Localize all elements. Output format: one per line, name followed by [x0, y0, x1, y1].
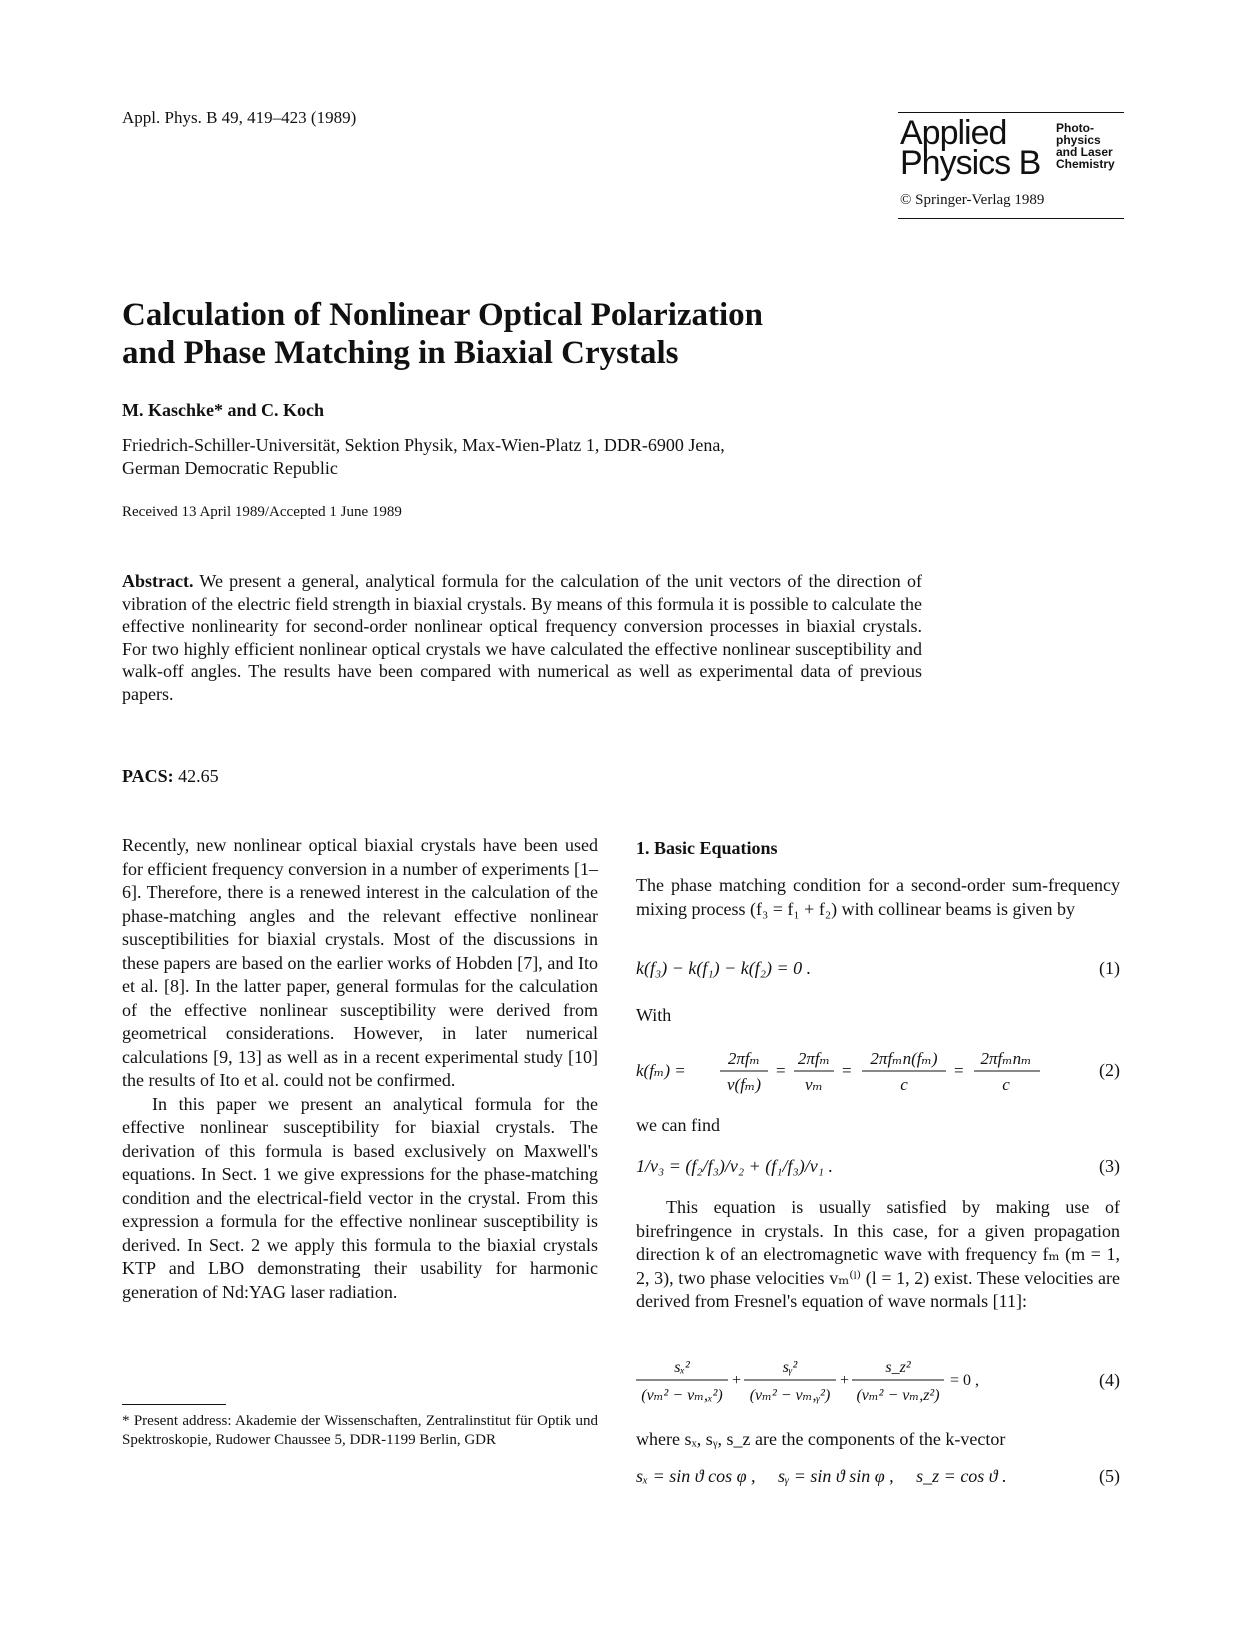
- eq4-tail: = 0 ,: [950, 1372, 980, 1389]
- eq2-frac4-num: 2πfₘnₘ: [980, 1049, 1032, 1068]
- intro-paragraph-1: Recently, new nonlinear optical biaxial crystals have been used for efficient frequency conversion in a number of experiments [1–6]. Therefore, there is a renewed interest in the calculation of the phase-matching angles and the relevant effective nonlinear susceptibilities for biaxial crystals. Most of the discussions in these papers are based on the earlier works of Hobden [7], and Ito et al. [8]. In the latter paper, general formulas for the calculation of the effective nonlinear susceptibility were derived from geometrical considerations. However, in later numerical calculations [9, 13] as well as in a recent experimental study [10] the results of Ito et al. could not be confirmed.: [122, 835, 598, 1090]
- journal-logo-block: [898, 112, 1124, 208]
- logo-top-rule: [898, 112, 1124, 113]
- section-heading: 1. Basic Equations: [636, 838, 778, 858]
- journal-subtitle: [1056, 122, 1115, 170]
- journal-citation: Appl. Phys. B 49, 419–423 (1989): [122, 108, 357, 127]
- eq4-frac1-den: (vₘ² − vₘ,ₓ²): [641, 1387, 723, 1404]
- eq2-frac2-num: 2πfₘ: [797, 1049, 831, 1068]
- title-line: Calculation of Nonlinear Optical Polarization: [122, 297, 764, 333]
- equation-1: [636, 958, 1120, 979]
- equation-5-number: (5): [1099, 1466, 1120, 1486]
- footnote-rule: [122, 1404, 226, 1405]
- affiliation-line: Friedrich-Schiller-Universität, Sektion Physik, Max-Wien-Platz 1, DDR-6900 Jena,: [122, 435, 725, 455]
- authors: M. Kaschke* and C. Koch: [122, 400, 325, 420]
- equation-4-number: (4): [1099, 1370, 1120, 1390]
- eq4-frac2-num: sᵧ²: [782, 1359, 798, 1376]
- pacs-label: PACS:: [122, 766, 174, 786]
- journal-subtitle-line: Photo-: [1056, 121, 1094, 135]
- journal-logo: [900, 114, 1041, 182]
- journal-logo-line1: Applied: [900, 114, 1007, 152]
- with-text: With: [636, 1005, 672, 1025]
- equation-1-number: (1): [1099, 958, 1120, 978]
- equation-3: [636, 1156, 1120, 1177]
- eq4-frac1-num: sₓ²: [674, 1359, 690, 1376]
- journal-subtitle-line: physics: [1056, 133, 1101, 147]
- journal-subtitle-line: and Laser: [1056, 145, 1113, 159]
- abstract: [122, 570, 922, 705]
- logo-bottom-rule: [898, 218, 1124, 219]
- eq2-equals: =: [776, 1061, 786, 1080]
- received-dates: Received 13 April 1989/Accepted 1 June 1989: [122, 504, 402, 520]
- eq2-frac3-num: 2πfₘn(fₘ): [870, 1049, 938, 1068]
- left-column: [122, 834, 598, 1304]
- eq2-equals: =: [954, 1061, 964, 1080]
- eq2-equals: =: [842, 1061, 852, 1080]
- abstract-label: Abstract.: [122, 571, 194, 591]
- eq2-frac1-den: v(fₘ): [726, 1075, 762, 1094]
- eq4-frac2-den: (vₘ² − vₘ,ᵧ²): [749, 1387, 831, 1404]
- affiliation: [122, 434, 942, 480]
- equation-5: [636, 1466, 1120, 1487]
- pacs-value: 42.65: [178, 766, 219, 786]
- equation-1-expression: k(f₃) − k(f₁) − k(f₂) = 0 .: [636, 958, 812, 978]
- eq4-plus: +: [732, 1372, 742, 1389]
- title-line: and Phase Matching in Biaxial Crystals: [122, 335, 679, 371]
- eq4-frac3-den: (vₘ² − vₘ,z²): [856, 1387, 940, 1404]
- article-title: [122, 296, 922, 372]
- equation-2-expression: [636, 1042, 1056, 1098]
- equation-4-expression: [636, 1352, 1056, 1408]
- journal-logo-line2: Physics B: [900, 144, 1041, 182]
- copyright-notice: © Springer-Verlag 1989: [900, 192, 1045, 208]
- basic-equations-paragraph-1: The phase matching condition for a second-order sum-frequency mixing process (f₃ = f₁ + f₂) with collinear beams is given by: [636, 875, 1120, 919]
- we-can-find-text: we can find: [636, 1115, 720, 1135]
- abstract-text: We present a general, analytical formula for the calculation of the unit vectors of the direction of vibration of the electric field strength in biaxial crystals. By means of this formula it is possible to calculate the effective nonlinearity for second-order nonlinear optical frequency conversion processes in biaxial crystals. For two highly efficient nonlinear optical crystals we have calculated the effective nonlinear susceptibility and walk-off angles. The results have been compared with numerical as well as experimental data of previous papers.: [122, 571, 922, 704]
- eq4-plus: +: [840, 1372, 850, 1389]
- equation-3-number: (3): [1099, 1156, 1120, 1176]
- footnote: * Present address: Akademie der Wissenschaften, Zentralinstitut für Optik und Spektroskopie, Rudower Chaussee 5, DDR-1199 Berlin, GDR: [122, 1413, 598, 1448]
- eq4-frac3-num: s_z²: [885, 1359, 911, 1376]
- basic-equations-paragraph-3: where sₓ, sᵧ, s_z are the components of the k-vector: [636, 1429, 1006, 1449]
- affiliation-line: German Democratic Republic: [122, 458, 338, 478]
- eq2-frac2-den: vₘ: [805, 1075, 823, 1094]
- eq2-lhs: k(fₘ) =: [636, 1061, 686, 1080]
- equation-2: [636, 1042, 1120, 1098]
- equation-2-number: (2): [1099, 1060, 1120, 1080]
- intro-paragraph-2: In this paper we present an analytical formula for the effective nonlinear susceptibility for biaxial crystals. The derivation of this formula is based exclusively on Maxwell's equations. In Sect. 1 we give expressions for the phase-matching condition and the electrical-field vector in the crystal. From this expression a formula for the effective nonlinear susceptibility is derived. In Sect. 2 we apply this formula to the biaxial crystals KTP and LBO demonstrating their usability for harmonic generation of Nd:YAG laser radiation.: [122, 1093, 598, 1302]
- equation-3-expression: 1/v₃ = (f₂/f₃)/v₂ + (f₁/f₃)/v₁ .: [636, 1156, 834, 1176]
- basic-equations-paragraph-2: This equation is usually satisfied by making use of birefringence in crystals. In this case, for a given propagation direction k of an electromagnetic wave with frequency fₘ (m = 1, 2, 3), two phase velocities vₘ⁽ˡ⁾ (l = 1, 2) exist. These velocities are derived from Fresnel's equation of wave normals [11]:: [636, 1197, 1120, 1311]
- eq2-frac1-num: 2πfₘ: [727, 1049, 761, 1068]
- equation-5-expression: sₓ = sin ϑ cos φ , sᵧ = sin ϑ sin φ , s_z = cos ϑ .: [636, 1466, 1007, 1486]
- eq2-frac4-den: c: [1002, 1075, 1010, 1094]
- pacs-line: [122, 766, 219, 787]
- equation-4: [636, 1352, 1120, 1408]
- journal-subtitle-line: Chemistry: [1056, 157, 1115, 171]
- eq2-frac3-den: c: [900, 1075, 908, 1094]
